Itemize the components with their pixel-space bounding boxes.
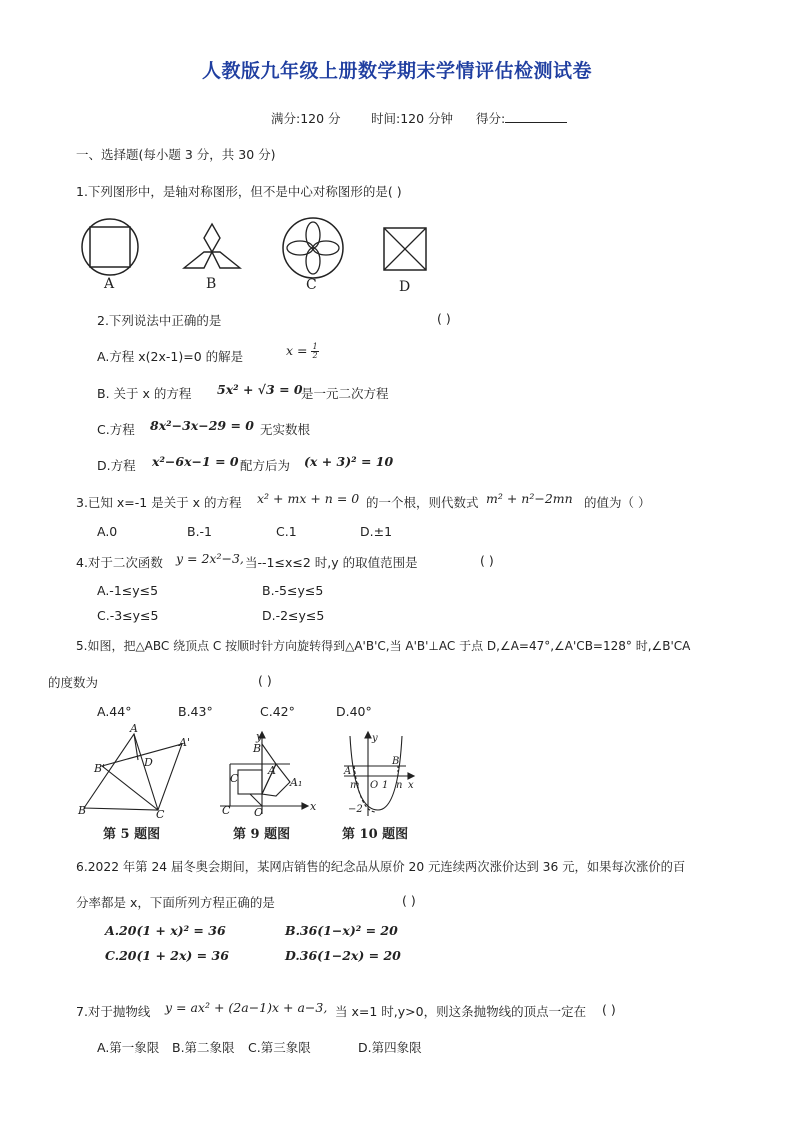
fig9-label-b: B: [253, 742, 262, 755]
q2-option-c-math: 8x²−3x−29 = 0: [150, 418, 254, 433]
fig5-label-a-prime: A': [179, 736, 190, 749]
question-6-stem-line1: 6.2022 年第 24 届冬奥会期间，某网店销售的纪念品从原价 20 元连续两次涨价达到 36 元，如果每次涨价的百: [76, 860, 686, 874]
q5-option-d: D.40°: [336, 704, 372, 719]
q1-figure-c: [281, 216, 345, 280]
question-4-stem-b: 当--1≤x≤2 时,y 的取值范围是: [245, 555, 418, 570]
fig10-label-a: A: [344, 766, 352, 777]
q1-figure-d: [382, 226, 428, 272]
q2-option-d-math2: (x + 3)² = 10: [304, 454, 394, 469]
fig9-label-c-lower: C: [222, 804, 231, 817]
question-7-math: y = ax² + (2a−1)x + a−3,: [165, 1000, 328, 1015]
q4-option-d: D.-2≤y≤5: [262, 608, 325, 623]
figure-5-caption: 第 5 题图: [103, 827, 161, 842]
fig5-label-c: C: [156, 808, 165, 821]
fig9-label-c-upper: C: [230, 772, 239, 785]
q4-option-a: A.-1≤y≤5: [97, 583, 159, 598]
q2-option-a-math: [286, 343, 319, 360]
fig10-label-y: y: [372, 733, 378, 744]
q7-option-c: C.第三象限: [248, 1040, 311, 1055]
time-limit: 时间:120 分钟: [371, 111, 454, 126]
fig5-label-d: D: [144, 756, 153, 769]
q2-option-b: B. 关于 x 的方程: [97, 386, 192, 401]
fraction-numerator: 1: [312, 342, 318, 351]
q2-option-b-math: 5x² + √3 = 0: [217, 382, 303, 397]
question-1-stem: 1.下列图形中，是轴对称图形，但不是中心对称图形的是( ): [76, 184, 402, 199]
fig5-label-b: B: [78, 804, 87, 817]
q2-option-d: D.方程: [97, 458, 136, 473]
q6-option-a: A.20(1 + x)² = 36: [105, 923, 226, 938]
fig10-label-m: m: [350, 780, 360, 791]
question-5-stem-line2: 的度数为: [48, 675, 99, 690]
score-field: [476, 109, 567, 127]
question-6-paren: ( ): [402, 893, 416, 908]
fig10-label-n: n: [396, 780, 403, 791]
q3-option-b: B.-1: [187, 524, 213, 539]
fig9-label-a: A: [268, 764, 276, 777]
q2-option-b-tail: 是一元二次方程: [301, 386, 389, 401]
fig10-label-x: x: [408, 780, 414, 791]
question-2-stem: 2.下列说法中正确的是: [97, 313, 222, 328]
question-3-math2: m² + n²−2mn: [486, 491, 573, 506]
section-heading: 一、选择题(每小题 3 分，共 30 分): [76, 147, 276, 162]
figure-10: [342, 732, 420, 818]
q7-option-b: B.第二象限: [172, 1040, 235, 1055]
q5-option-a: A.44°: [97, 704, 132, 719]
fig10-label-minus2: −2: [348, 804, 363, 815]
q4-option-c: C.-3≤y≤5: [97, 608, 159, 623]
q2-option-c: C.方程: [97, 422, 135, 437]
question-7-stem-b: 当 x=1 时,y>0，则这条抛物线的顶点一定在: [335, 1004, 587, 1019]
q1-figure-a: [80, 218, 142, 280]
q1-label-c: C: [306, 277, 317, 293]
fig9-label-o: O: [254, 806, 264, 819]
q2-option-a-fraction: [311, 343, 318, 360]
question-4-paren: ( ): [480, 553, 494, 568]
q2-option-d-math: x²−6x−1 = 0: [152, 454, 239, 469]
figure-9: [220, 730, 318, 818]
q6-option-b: B.36(1−x)² = 20: [285, 923, 398, 938]
q5-option-c: C.42°: [260, 704, 295, 719]
fig9-label-x: x: [310, 800, 317, 813]
score-blank: [505, 111, 567, 123]
fig10-label-b: B: [392, 756, 400, 767]
figure-5: [78, 722, 198, 821]
question-7-paren: ( ): [602, 1002, 616, 1017]
q1-figure-b: [180, 222, 246, 274]
question-4-math: y = 2x²−3,: [176, 551, 244, 566]
fig5-label-b-prime: B': [94, 762, 106, 775]
question-3-stem-c: 的值为（ ）: [584, 495, 651, 510]
question-5-stem-line1: 5.如图，把△ABC 绕顶点 C 按顺时针方向旋转得到△A'B'C,当 A'B'⊥AC 于点 D,∠A=47°,∠A'CB=128° 时,∠B'CA: [76, 639, 691, 653]
q2-option-a: A.方程 x(2x-1)=0 的解是: [97, 349, 244, 364]
question-6-stem-line2: 分率都是 x，下面所列方程正确的是: [76, 895, 275, 910]
q5-option-b: B.43°: [178, 704, 213, 719]
q2-option-c-tail: 无实数根: [260, 422, 311, 437]
figure-10-caption: 第 10 题图: [342, 827, 409, 842]
q3-option-a: A.0: [97, 524, 118, 539]
fig10-label-o: O: [370, 780, 379, 791]
question-3-math: x² + mx + n = 0: [257, 491, 360, 506]
page-title: 人教版九年级上册数学期末学情评估检测试卷: [201, 60, 592, 82]
question-7-stem-a: 7.对于抛物线: [76, 1004, 151, 1019]
q3-option-c: C.1: [276, 524, 297, 539]
figure-9-caption: 第 9 题图: [233, 827, 291, 842]
fig10-label-1: 1: [382, 780, 389, 791]
question-3-stem-a: 3.已知 x=-1 是关于 x 的方程: [76, 495, 242, 510]
fig9-label-a1: A₁: [290, 776, 303, 789]
q1-label-d: D: [399, 279, 411, 295]
question-5-paren: ( ): [258, 673, 272, 688]
q2-option-a-lhs: x =: [286, 343, 308, 358]
fraction-denominator: 2: [312, 351, 318, 360]
q7-option-a: A.第一象限: [97, 1040, 160, 1055]
full-score: 满分:120 分: [271, 111, 341, 126]
q4-option-b: B.-5≤y≤5: [262, 583, 324, 598]
q1-label-b: B: [206, 276, 217, 292]
fig9-label-y: y: [256, 730, 263, 743]
question-2-paren: ( ): [437, 311, 451, 326]
q7-option-d: D.第四象限: [358, 1040, 422, 1055]
question-4-stem-a: 4.对于二次函数: [76, 555, 163, 570]
q3-option-d: D.±1: [360, 524, 393, 539]
q6-option-c: C.20(1 + 2x) = 36: [105, 948, 229, 963]
question-3-stem-b: 的一个根，则代数式: [366, 495, 479, 510]
q2-option-d-mid: 配方后为: [240, 458, 291, 473]
score-label: 得分:: [476, 111, 506, 126]
q6-option-d: D.36(1−2x) = 20: [285, 948, 401, 963]
q1-label-a: A: [104, 276, 115, 292]
fig5-label-a: A: [130, 722, 138, 735]
